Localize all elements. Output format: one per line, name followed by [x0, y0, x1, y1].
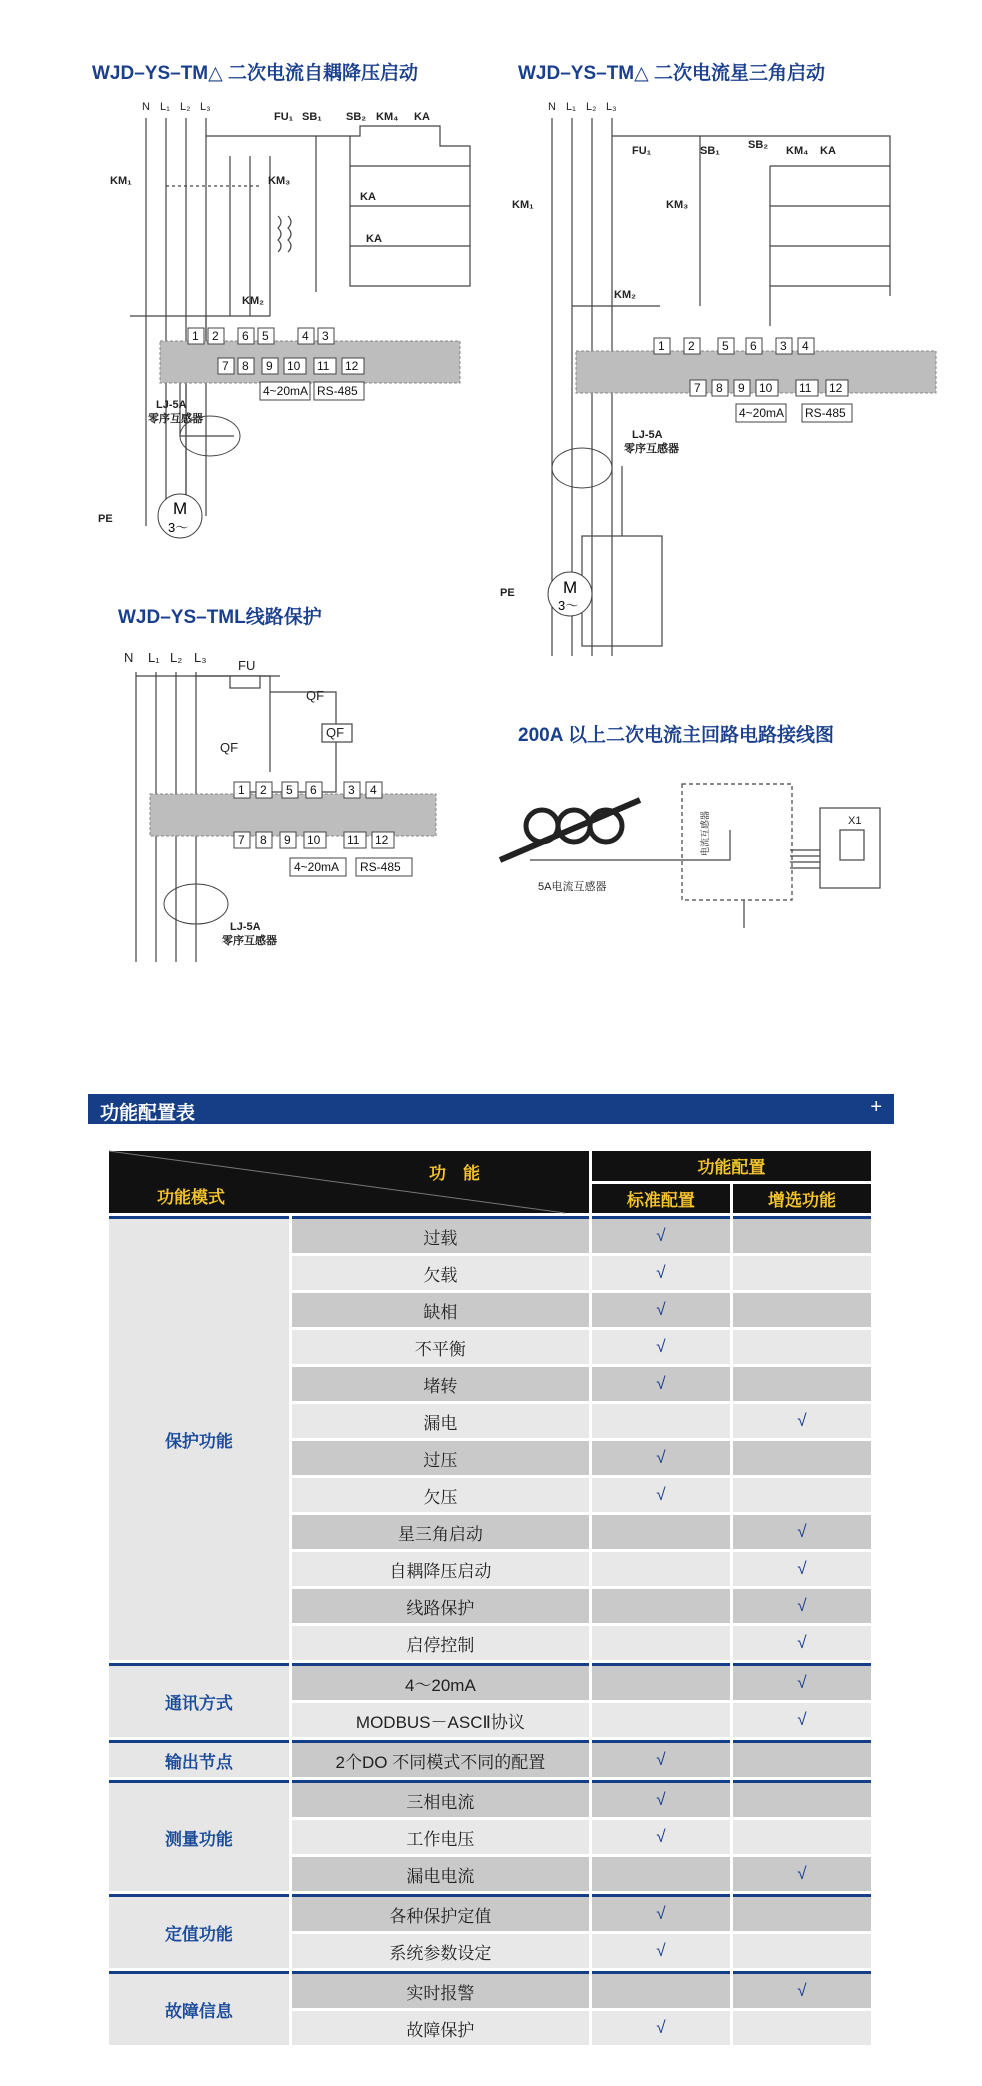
- d2-t9: 9: [738, 381, 745, 395]
- header-function: 功 能: [429, 1164, 480, 1183]
- d3-t12: 12: [375, 833, 389, 847]
- standard-config-cell: [592, 1216, 730, 1253]
- header-mode-function: [109, 1151, 589, 1213]
- function-name-cell: 缺相: [292, 1293, 589, 1327]
- section-title: 功能配置表: [100, 1103, 196, 1124]
- standard-config-cell: [592, 1441, 730, 1475]
- standard-config-cell: [592, 1703, 730, 1737]
- d1-t9: 9: [266, 359, 273, 373]
- d2-km3: KM₃: [666, 199, 689, 211]
- table-row: [109, 1663, 871, 1700]
- d2-fu1: FU₁: [632, 145, 652, 157]
- standard-config-cell: [592, 1626, 730, 1660]
- d1-line-l2: L₂: [180, 101, 191, 113]
- d2-t12: 12: [829, 381, 843, 395]
- table-row: [109, 1740, 871, 1777]
- d1-t12: 12: [345, 359, 359, 373]
- d3-t3: 3: [348, 783, 355, 797]
- function-name-cell: 漏电电流: [292, 1857, 589, 1891]
- d3-ma: 4~20mA: [294, 860, 340, 874]
- standard-config-cell: [592, 1404, 730, 1438]
- d1-pe: PE: [98, 513, 113, 525]
- checkmark-icon: √: [797, 1596, 807, 1615]
- diagram2-star-delta-start: [500, 96, 960, 676]
- function-name-cell: 4～20mA: [292, 1663, 589, 1700]
- category-cell: 测量功能: [109, 1780, 289, 1891]
- d1-ka3: KA: [366, 233, 382, 245]
- d2-km1: KM₁: [512, 199, 534, 211]
- d2-ma: 4~20mA: [739, 406, 785, 420]
- category-cell: 故障信息: [109, 1971, 289, 2045]
- d1-ljd: 零序互感器: [148, 413, 203, 425]
- function-name-cell: 堵转: [292, 1367, 589, 1401]
- optional-feature-cell: [733, 1703, 871, 1737]
- d2-motor: M: [563, 578, 578, 597]
- d2-line-l3: L₃: [606, 101, 617, 113]
- checkmark-icon: √: [797, 1710, 807, 1729]
- d1-rs: RS-485: [317, 384, 358, 398]
- function-name-cell: 不平衡: [292, 1330, 589, 1364]
- function-name-cell: 系统参数设定: [292, 1934, 589, 1968]
- function-name-cell: 故障保护: [292, 2011, 589, 2045]
- diagram3-line-protection: [110, 642, 450, 972]
- d1-line-l3: L₃: [200, 101, 211, 113]
- function-name-cell: 三相电流: [292, 1780, 589, 1817]
- standard-config-cell: [592, 1478, 730, 1512]
- d1-ka: KA: [414, 111, 430, 123]
- d1-t3: 3: [322, 329, 329, 343]
- optional-feature-cell: [733, 1552, 871, 1586]
- function-name-cell: 实时报警: [292, 1971, 589, 2008]
- function-name-cell: 欠压: [292, 1478, 589, 1512]
- checkmark-icon: √: [656, 1337, 666, 1356]
- standard-config-cell: [592, 1293, 730, 1327]
- category-cell: 输出节点: [109, 1740, 289, 1777]
- d3-fu: FU: [238, 658, 256, 673]
- d3-line-l3: L₃: [194, 650, 207, 665]
- d1-km1: KM₁: [110, 175, 132, 187]
- standard-config-cell: [592, 1515, 730, 1549]
- header-config: 功能配置: [592, 1151, 871, 1181]
- function-name-cell: 漏电: [292, 1404, 589, 1438]
- optional-feature-cell: [733, 1515, 871, 1549]
- standard-config-cell: [592, 1589, 730, 1623]
- d1-t5: 5: [262, 329, 269, 343]
- diagram3-title: WJD–YS–TML线路保护: [118, 607, 322, 628]
- checkmark-icon: √: [797, 1411, 807, 1430]
- d3-rs: RS-485: [360, 860, 401, 874]
- header-standard: 标准配置: [592, 1184, 730, 1214]
- checkmark-icon: √: [656, 1448, 666, 1467]
- d2-km2: KM₂: [614, 289, 636, 301]
- d1-ka2: KA: [360, 191, 376, 203]
- d2-rs: RS-485: [805, 406, 846, 420]
- checkmark-icon: √: [656, 1226, 666, 1245]
- checkmark-icon: √: [656, 1750, 666, 1769]
- checkmark-icon: √: [797, 1864, 807, 1883]
- standard-config-cell: [592, 1552, 730, 1586]
- optional-feature-cell: [733, 1626, 871, 1660]
- standard-config-cell: [592, 1820, 730, 1854]
- d1-t7: 7: [222, 359, 229, 373]
- d3-line-n: N: [124, 650, 134, 665]
- d1-t11: 11: [317, 359, 330, 373]
- d3-t4: 4: [370, 783, 377, 797]
- d1-t1: 1: [192, 329, 199, 343]
- d4-ct-label: 5A电流互感器: [538, 881, 607, 893]
- d4-cur-label: 电流互感器: [700, 810, 710, 856]
- optional-feature-cell: [733, 1256, 871, 1290]
- function-name-cell: 线路保护: [292, 1589, 589, 1623]
- function-name-cell: 自耦降压启动: [292, 1552, 589, 1586]
- checkmark-icon: √: [656, 1374, 666, 1393]
- function-name-cell: 各种保护定值: [292, 1894, 589, 1931]
- checkmark-icon: √: [797, 1673, 807, 1692]
- function-name-cell: 启停控制: [292, 1626, 589, 1660]
- d2-t7: 7: [694, 381, 701, 395]
- function-name-cell: 星三角启动: [292, 1515, 589, 1549]
- standard-config-cell: [592, 1894, 730, 1931]
- optional-feature-cell: [733, 1216, 871, 1253]
- diagram1-autotransformer-start: [98, 96, 490, 556]
- table-row: [109, 1216, 871, 1253]
- checkmark-icon: √: [656, 1827, 666, 1846]
- d2-t1: 1: [658, 339, 665, 353]
- function-name-cell: 2个DO 不同模式不同的配置: [292, 1740, 589, 1777]
- optional-feature-cell: [733, 1663, 871, 1700]
- diagram1-title: WJD–YS–TM△ 二次电流自耦降压启动: [92, 63, 419, 84]
- d1-ma: 4~20mA: [263, 384, 309, 398]
- category-cell: 定值功能: [109, 1894, 289, 1968]
- expand-plus-icon[interactable]: +: [870, 1096, 882, 1118]
- category-cell: 通讯方式: [109, 1663, 289, 1737]
- checkmark-icon: √: [797, 1559, 807, 1578]
- standard-config-cell: [592, 1780, 730, 1817]
- d1-t2: 2: [212, 329, 219, 343]
- d1-t6: 6: [242, 329, 249, 343]
- checkmark-icon: √: [656, 1263, 666, 1282]
- d1-sb1: SB₁: [302, 111, 322, 123]
- d3-t6: 6: [310, 783, 317, 797]
- d2-sb1: SB₁: [700, 145, 720, 157]
- checkmark-icon: √: [656, 1300, 666, 1319]
- optional-feature-cell: [733, 1478, 871, 1512]
- optional-feature-cell: [733, 1740, 871, 1777]
- d1-t8: 8: [242, 359, 249, 373]
- optional-feature-cell: [733, 1367, 871, 1401]
- function-name-cell: 工作电压: [292, 1820, 589, 1854]
- header-mode: 功能模式: [157, 1188, 225, 1207]
- d2-line-l1: L₁: [566, 101, 576, 113]
- optional-feature-cell: [733, 1589, 871, 1623]
- d1-km2: KM₂: [242, 295, 264, 307]
- function-config-table: [106, 1148, 874, 2048]
- d2-t4: 4: [802, 339, 809, 353]
- optional-feature-cell: [733, 2011, 871, 2045]
- table-row: [109, 1971, 871, 2008]
- d3-t8: 8: [260, 833, 267, 847]
- standard-config-cell: [592, 1256, 730, 1290]
- d3-t9: 9: [284, 833, 291, 847]
- standard-config-cell: [592, 1330, 730, 1364]
- standard-config-cell: [592, 1663, 730, 1700]
- d2-line-n: N: [548, 101, 556, 113]
- table-row: [109, 1780, 871, 1817]
- optional-feature-cell: [733, 1894, 871, 1931]
- d3-t5: 5: [286, 783, 293, 797]
- table-body: [109, 1216, 871, 2045]
- checkmark-icon: √: [656, 1941, 666, 1960]
- header-optional: 增选功能: [733, 1184, 871, 1214]
- d2-ljd: 零序互感器: [624, 443, 679, 455]
- d2-sb2: SB₂: [748, 139, 769, 151]
- table-row: [109, 1894, 871, 1931]
- checkmark-icon: √: [656, 1904, 666, 1923]
- standard-config-cell: [592, 1857, 730, 1891]
- standard-config-cell: [592, 1740, 730, 1777]
- function-name-cell: MODBUS－ASCⅡ协议: [292, 1703, 589, 1737]
- optional-feature-cell: [733, 1857, 871, 1891]
- d2-pe: PE: [500, 587, 515, 599]
- d1-t4: 4: [302, 329, 309, 343]
- diagram4-title: 200A 以上二次电流主回路电路接线图: [518, 725, 834, 746]
- checkmark-icon: √: [656, 1790, 666, 1809]
- checkmark-icon: √: [656, 1485, 666, 1504]
- d4-x1-label: X1: [848, 815, 862, 827]
- function-name-cell: 过压: [292, 1441, 589, 1475]
- d3-qf-top: QF: [306, 688, 325, 703]
- d3-t11: 11: [347, 833, 360, 847]
- standard-config-cell: [592, 1367, 730, 1401]
- d1-line-l1: L₁: [160, 101, 170, 113]
- d2-t3: 3: [780, 339, 787, 353]
- d3-t10: 10: [307, 833, 321, 847]
- diagram4-ct-wiring: [500, 760, 900, 930]
- standard-config-cell: [592, 1971, 730, 2008]
- optional-feature-cell: [733, 1330, 871, 1364]
- d2-t11: 11: [799, 381, 812, 395]
- d1-t10: 10: [287, 359, 301, 373]
- optional-feature-cell: [733, 1780, 871, 1817]
- d3-t7: 7: [238, 833, 245, 847]
- d1-sb2: SB₂: [346, 111, 367, 123]
- optional-feature-cell: [733, 1934, 871, 1968]
- d1-motor-3: 3～: [168, 520, 189, 535]
- d3-t1: 1: [238, 783, 245, 797]
- d2-t5: 5: [722, 339, 729, 353]
- section-banner: [88, 1094, 894, 1124]
- d2-lj: LJ-5A: [632, 429, 663, 441]
- d3-lj: LJ-5A: [230, 921, 261, 933]
- d2-t8: 8: [716, 381, 723, 395]
- d1-km3: KM₃: [268, 175, 291, 187]
- d2-ka: KA: [820, 145, 836, 157]
- optional-feature-cell: [733, 1971, 871, 2008]
- d2-t2: 2: [688, 339, 695, 353]
- standard-config-cell: [592, 1934, 730, 1968]
- category-cell: 保护功能: [109, 1216, 289, 1660]
- d3-ljd: 零序互感器: [222, 935, 277, 947]
- d3-line-l2: L₂: [170, 650, 183, 665]
- function-name-cell: 欠载: [292, 1256, 589, 1290]
- d1-motor: M: [173, 499, 188, 518]
- checkmark-icon: √: [797, 1981, 807, 2000]
- d3-line-l1: L₁: [148, 650, 160, 665]
- d1-lj: LJ-5A: [156, 399, 187, 411]
- checkmark-icon: √: [656, 2018, 666, 2037]
- optional-feature-cell: [733, 1441, 871, 1475]
- d1-line-n: N: [142, 101, 150, 113]
- d1-fu1: FU₁: [274, 111, 294, 123]
- checkmark-icon: √: [797, 1633, 807, 1652]
- d2-t10: 10: [759, 381, 773, 395]
- optional-feature-cell: [733, 1820, 871, 1854]
- d3-t2: 2: [260, 783, 267, 797]
- function-name-cell: 过载: [292, 1216, 589, 1253]
- checkmark-icon: √: [797, 1522, 807, 1541]
- optional-feature-cell: [733, 1404, 871, 1438]
- standard-config-cell: [592, 2011, 730, 2045]
- d3-qf-main: QF: [220, 740, 239, 755]
- d1-km4: KM₄: [376, 111, 399, 123]
- d2-km4: KM₄: [786, 145, 809, 157]
- optional-feature-cell: [733, 1293, 871, 1327]
- d2-motor-3: 3～: [558, 598, 579, 613]
- d2-t6: 6: [750, 339, 757, 353]
- d2-line-l2: L₂: [586, 101, 597, 113]
- d3-qf-box: QF: [326, 725, 345, 740]
- diagram2-title: WJD–YS–TM△ 二次电流星三角启动: [518, 63, 826, 84]
